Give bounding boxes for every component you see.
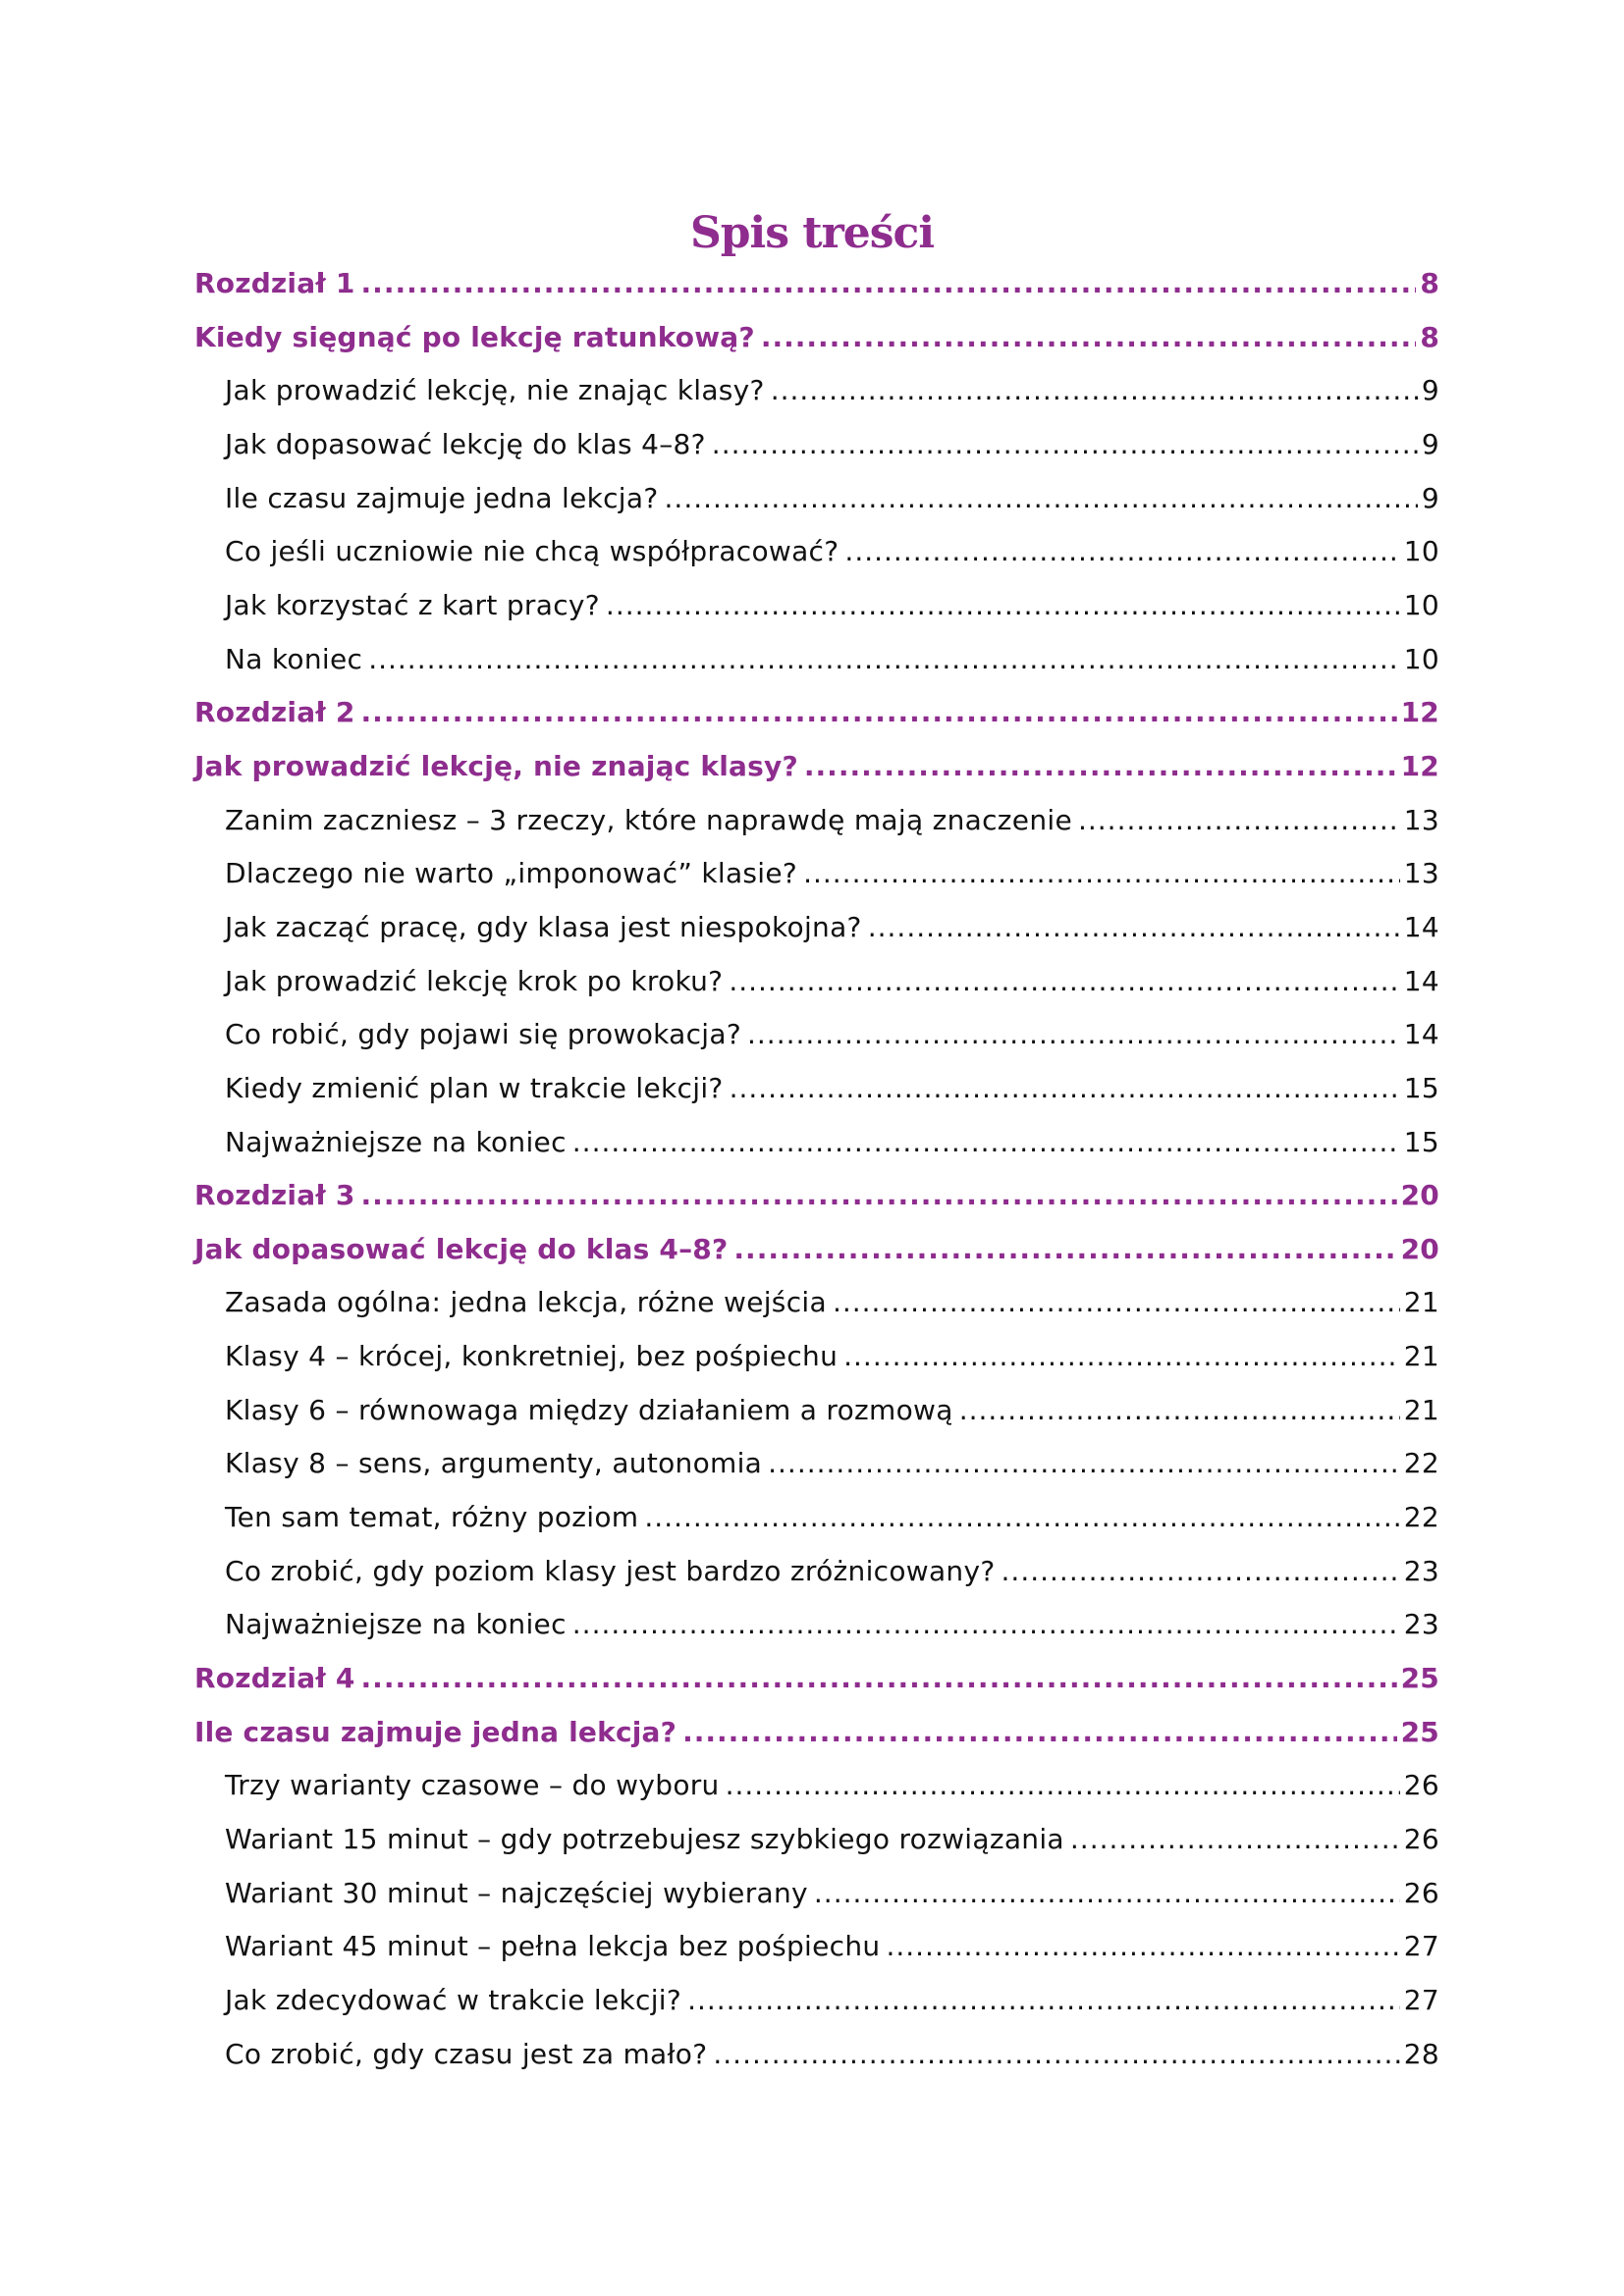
toc-dot-leader (729, 955, 1399, 1009)
toc-dot-leader (726, 1759, 1400, 1813)
toc-subentry[interactable] (194, 955, 1439, 1009)
toc-page-number: 20 (1400, 1179, 1439, 1212)
toc-entry-label: Rozdział 4 (194, 1662, 355, 1695)
toc-page-number: 10 (1403, 588, 1439, 621)
toc-heading-entry[interactable] (194, 686, 1439, 740)
toc-entry-label: Wariant 15 minut – gdy potrzebujesz szybkiego rozwiązania (225, 1823, 1064, 1856)
toc-subentry[interactable] (194, 847, 1439, 901)
toc-subentry[interactable] (194, 1813, 1439, 1867)
toc-dot-leader (361, 1169, 1397, 1223)
toc-subentry[interactable] (194, 633, 1439, 687)
toc-subentry[interactable] (194, 1759, 1439, 1813)
toc-entry-label: Co zrobić, gdy poziom klasy jest bardzo zróżnicowany? (225, 1554, 996, 1587)
toc-entry-label: Kiedy sięgnąć po lekcję ratunkową? (194, 320, 755, 353)
toc-subentry[interactable] (194, 1062, 1439, 1116)
toc-entry-label: Zanim zaczniesz – 3 rzeczy, które naprawdę mają znaczenie (225, 803, 1072, 836)
toc-dot-leader (361, 686, 1397, 740)
toc-dot-leader (886, 1920, 1399, 1974)
toc-heading-entry[interactable] (194, 1169, 1439, 1223)
toc-dot-leader (803, 847, 1400, 901)
toc-page-number: 12 (1400, 749, 1439, 782)
table-of-contents (194, 257, 1439, 2081)
toc-subentry[interactable] (194, 2028, 1439, 2082)
toc-subentry[interactable] (194, 1437, 1439, 1491)
toc-page-number: 20 (1400, 1232, 1439, 1265)
toc-entry-label: Jak zdecydować w trakcie lekcji? (225, 1984, 682, 2016)
toc-entry-label: Ten sam temat, różny poziom (225, 1501, 639, 1534)
toc-subentry[interactable] (194, 1008, 1439, 1062)
toc-dot-leader (761, 311, 1416, 365)
toc-page-number: 21 (1403, 1286, 1439, 1319)
toc-subentry[interactable] (194, 1384, 1439, 1438)
toc-dot-leader (833, 1276, 1400, 1330)
toc-dot-leader (712, 418, 1418, 472)
toc-entry-label: Najważniejsze na koniec (225, 1608, 567, 1641)
toc-subentry[interactable] (194, 794, 1439, 848)
toc-subentry[interactable] (194, 1545, 1439, 1599)
toc-dot-leader (843, 1330, 1400, 1384)
toc-entry-label: Jak dopasować lekcję do klas 4–8? (225, 427, 706, 460)
toc-page-number: 9 (1421, 427, 1439, 460)
toc-page-number: 14 (1403, 964, 1439, 997)
toc-page-number: 12 (1400, 696, 1439, 729)
toc-dot-leader (959, 1384, 1400, 1438)
toc-entry-label: Jak prowadzić lekcję krok po kroku? (225, 964, 724, 997)
toc-dot-leader (682, 1706, 1397, 1760)
toc-dot-leader (804, 740, 1397, 794)
toc-page-number: 15 (1403, 1125, 1439, 1158)
toc-page-number: 13 (1403, 857, 1439, 890)
toc-subentry[interactable] (194, 364, 1439, 418)
toc-entry-label: Jak dopasować lekcję do klas 4–8? (194, 1232, 729, 1265)
toc-page-number: 21 (1403, 1340, 1439, 1373)
toc-dot-leader (730, 1062, 1400, 1116)
toc-entry-label: Dlaczego nie warto „imponować” klasie? (225, 857, 798, 890)
toc-page-number: 14 (1403, 910, 1439, 943)
toc-dot-leader (713, 2028, 1399, 2082)
toc-dot-leader (1078, 794, 1400, 848)
toc-page-number: 27 (1403, 1930, 1439, 1963)
toc-entry-label: Ile czasu zajmuje jedna lekcja? (194, 1715, 677, 1748)
toc-entry-label: Rozdział 3 (194, 1179, 355, 1212)
toc-entry-label: Kiedy zmienić plan w trakcie lekcji? (225, 1071, 724, 1104)
toc-page-number: 9 (1421, 481, 1439, 514)
toc-page-number: 10 (1403, 535, 1439, 568)
toc-dot-leader (1070, 1813, 1400, 1867)
toc-entry-label: Co robić, gdy pojawi się prowokacja? (225, 1018, 741, 1051)
toc-subentry[interactable] (194, 579, 1439, 633)
toc-dot-leader (814, 1867, 1400, 1921)
toc-subentry[interactable] (194, 525, 1439, 579)
toc-page-number: 26 (1403, 1823, 1439, 1856)
toc-entry-label: Najważniejsze na koniec (225, 1125, 567, 1158)
toc-dot-leader (733, 1223, 1396, 1277)
toc-entry-label: Klasy 6 – równowaga między działaniem a rozmową (225, 1393, 953, 1426)
toc-subentry[interactable] (194, 1867, 1439, 1921)
toc-dot-leader (687, 1974, 1400, 2028)
toc-subentry[interactable] (194, 1974, 1439, 2028)
toc-page-number: 28 (1403, 2037, 1439, 2070)
toc-subentry[interactable] (194, 1491, 1439, 1545)
toc-entry-label: Jak prowadzić lekcję, nie znając klasy? (194, 749, 798, 782)
toc-subentry[interactable] (194, 418, 1439, 472)
toc-page-number: 25 (1400, 1715, 1439, 1748)
toc-page-number: 26 (1403, 1876, 1439, 1909)
toc-entry-label: Rozdział 1 (194, 267, 355, 299)
toc-page-number: 22 (1403, 1447, 1439, 1480)
toc-heading-entry[interactable] (194, 1223, 1439, 1277)
page-title: Spis treści (689, 208, 935, 258)
toc-dot-leader (572, 1598, 1400, 1652)
toc-entry-label: Klasy 4 – krócej, konkretniej, bez pośpiechu (225, 1340, 839, 1373)
toc-subentry[interactable] (194, 901, 1439, 955)
toc-dot-leader (572, 1116, 1400, 1170)
toc-subentry[interactable] (194, 1598, 1439, 1652)
toc-dot-leader (361, 257, 1417, 311)
toc-page-number: 10 (1403, 642, 1439, 675)
toc-entry-label: Klasy 8 – sens, argumenty, autonomia (225, 1447, 763, 1480)
toc-dot-leader (768, 1437, 1400, 1491)
toc-subentry[interactable] (194, 1330, 1439, 1384)
toc-heading-entry[interactable] (194, 1706, 1439, 1760)
toc-subentry[interactable] (194, 1276, 1439, 1330)
toc-dot-leader (644, 1491, 1399, 1545)
toc-subentry[interactable] (194, 1920, 1439, 1974)
toc-page-number: 15 (1403, 1071, 1439, 1104)
toc-entry-label: Co jeśli uczniowie nie chcą współpracować? (225, 535, 839, 568)
toc-page-number: 9 (1421, 374, 1439, 407)
toc-entry-label: Rozdział 2 (194, 696, 355, 729)
toc-subentry[interactable] (194, 472, 1439, 526)
toc-heading-entry[interactable] (194, 1652, 1439, 1706)
toc-dot-leader (606, 579, 1400, 633)
toc-dot-leader (868, 901, 1400, 955)
toc-entry-label: Jak zacząć pracę, gdy klasa jest niespokojna? (225, 910, 862, 943)
toc-entry-label: Wariant 45 minut – pełna lekcja bez pośpiechu (225, 1930, 881, 1963)
toc-heading-entry[interactable] (194, 311, 1439, 365)
toc-dot-leader (368, 633, 1400, 687)
toc-page-number: 23 (1403, 1554, 1439, 1587)
toc-entry-label: Trzy warianty czasowe – do wyboru (225, 1769, 720, 1802)
toc-dot-leader (361, 1652, 1397, 1706)
toc-page-number: 8 (1420, 267, 1439, 299)
toc-page-number: 23 (1403, 1608, 1439, 1641)
toc-dot-leader (747, 1008, 1400, 1062)
toc-page-number: 22 (1403, 1501, 1439, 1534)
toc-page-number: 21 (1403, 1393, 1439, 1426)
toc-heading-entry[interactable] (194, 257, 1439, 311)
toc-dot-leader (665, 472, 1418, 526)
toc-dot-leader (1001, 1545, 1400, 1599)
toc-page-number: 27 (1403, 1984, 1439, 2016)
toc-entry-label: Co zrobić, gdy czasu jest za mało? (225, 2037, 708, 2070)
toc-entry-label: Zasada ogólna: jedna lekcja, różne wejścia (225, 1286, 827, 1319)
toc-page-number: 8 (1420, 320, 1439, 353)
toc-dot-leader (844, 525, 1399, 579)
toc-page-number: 26 (1403, 1769, 1439, 1802)
toc-entry-label: Wariant 30 minut – najczęściej wybierany (225, 1876, 808, 1909)
toc-entry-label: Jak korzystać z kart pracy? (225, 588, 600, 621)
toc-entry-label: Na koniec (225, 642, 363, 675)
toc-subentry[interactable] (194, 1116, 1439, 1170)
toc-page-number: 25 (1400, 1662, 1439, 1695)
toc-dot-leader (771, 364, 1418, 418)
toc-page-number: 14 (1403, 1018, 1439, 1051)
toc-entry-label: Ile czasu zajmuje jedna lekcja? (225, 481, 659, 514)
toc-entry-label: Jak prowadzić lekcję, nie znając klasy? (225, 374, 765, 407)
toc-page-number: 13 (1403, 803, 1439, 836)
toc-heading-entry[interactable] (194, 740, 1439, 794)
